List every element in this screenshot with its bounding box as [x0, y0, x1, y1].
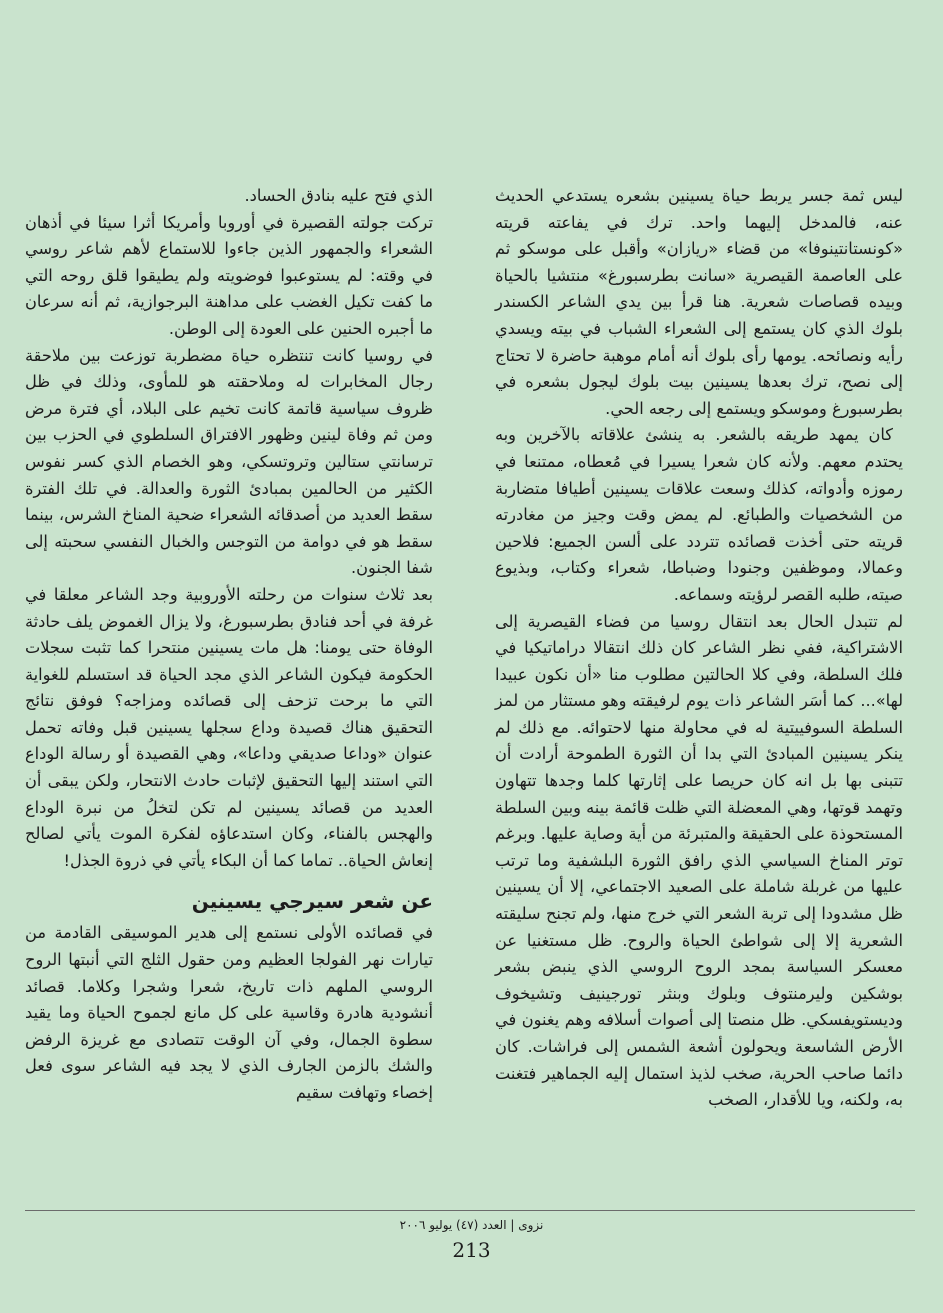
- paragraph: لم تتبدل الحال بعد انتقال روسيا من فضاء القيصرية إلى الاشتراكية، ففي نظر الشاعر كان ذلك انتقالا دراماتيكيا في فلك السلطة، وفي كلا الحالتين مطلوب منا «أن نكون عبيدا لها»... كما أسَر الشاعر ذات يوم لرفيقته وهو مستثار من لمز السلطة السوفييتية له في محاولة منها لاحتوائه. مع ذلك لم ينكر يسينين المبادئ التي بدا أن الثورة الطموحة أرادت أن تتبنى بها بل انه كان حريصا على إثارتها كلما وجدها تتهاون وتهمد قوتها، وهي المعضلة التي ظلت قائمة بينه وبين السلطة المستحوذة على الحقيقة والمتبرئة من أية وصاية عليها. وبرغم توتر المناخ السياسي الذي رافق الثورة البلشفية وما ترتب عليها من غربلة شاملة على الصعيد الاجتماعي، إلا أن يسينين ظل مشدودا إلى تربة الشعر التي خرج منها، ولم تجنح سليقته الشعرية إلا إلى شواطئ الحياة والروح. ظل مستغنيا عن معسكر السياسة بمجد الروح الروسي الذي ينبض بشعر بوشكين وليرمنتوف وبلوك وبنثر تورجينيف وتشيخوف وديستويفسكي. ظل منصتا إلى أصوات أسلافه وهم يغنون في الأرض الشاسعة ويحولون أشعة الشمس إلى فراشات. كان دائما صاحب الحرية، صخب لذيذ استمال إليه الجماهير فتغنت به، ولكنه، ويا للأقدار، الصخب: [495, 611, 903, 1110]
- paragraph: الذي فتح عليه بنادق الحساد.: [244, 186, 433, 205]
- paragraph: تركت جولته القصيرة في أوروبا وأمريكا أثرا سيئا في أذهان الشعراء والجمهور الذين جاءوا للاستماع لأهم شاعر روسي في وقته: لم يستوعبوا فوضويته ولم يطيقوا قلق روحه التي ما كفت تكيل الغضب على مداهنة البرجوازية، ثم أنه سرعان ما أجبره الحنين على العودة إلى الوطن.: [25, 212, 433, 338]
- paragraph: بعد ثلاث سنوات من رحلته الأوروبية وجد الشاعر معلقا في غرفة في أحد فنادق بطرسبورغ، ولا يزال الغموض يلف حادثة الوفاة حتى يومنا: هل مات يسينين منتحرا كما تثبت سجلات الحكومة فيكون الشاعر الذي مجد الحياة قد استسلم للغواية التي ما برحت تزحف إلى قصائده ومزاجه؟ فوفق نتائج التحقيق هناك قصيدة وداع سجلها يسينين قبل وفاته تحمل عنوان «وداعا صديقي وداعا»، وهي القصيدة أو رسالة الوداع التي استند إليها التحقيق لإثبات حادث الانتحار، ولكن يبقى أن العديد من قصائد يسينين لم تكن لتخلُ من نبرة الوداع والهجس بالفناء، وكان استدعاؤه لفكرة الموت يأتي لصالح إنعاش الحياة.. تماما كما أن البكاء يأتي في ذروة الجذل!: [25, 584, 433, 870]
- paragraph: في قصائده الأولى نستمع إلى هدير الموسيقى القادمة من تيارات نهر الفولجا العظيم ومن حقول الثلج التي أنبتها الروح الروسي الملهم ذات تاريخ، شعرا وشجرا وكلاما. قصائد أنشودية هادرة وقاسية على كل مانع لجموح الحياة وما يقيد سطوة الجمال، وفي آن الوقت تتصادى مع غريزة الرفض والشك بالزمن الجارف الذي لا يجد فيه الشاعر سوى فعل إخصاء وتهافت سقيم: [25, 923, 433, 1102]
- paragraph: كان يمهد طريقه بالشعر. به ينشئ علاقاته بالآخرين وبه يحتدم معهم. ولأنه كان شعرا يسيرا في مُعطاه، ممتنعا في رموزه وأدواته، كذلك وسعت علاقات يسينين أطيافا متضاربة من الشخصيات والطبائع. لم يمض وقت وجيز من مغادرته قريته حتى أخذت قصائده تتردد على ألسن الجميع: فلاحين وعمالا، وموظفين وجنودا وضباطا، شعراء وكتاب، وبذيوع صيته، طلبه القصر لرؤيته وسماعه.: [495, 425, 903, 604]
- footer-divider: [25, 1210, 915, 1211]
- section-heading: عن شعر سيرجي يسينين: [191, 889, 433, 914]
- page-number: 213: [452, 1238, 491, 1262]
- right-column: [495, 183, 903, 1114]
- footer-issue-info: نزوى | العدد (٤٧) يوليو ٢٠٠٦: [399, 1218, 544, 1232]
- paragraph: في روسيا كانت تنتظره حياة مضطربة توزعت بين ملاحقة رجال المخابرات له وملاحقته هو للمأوى، وذلك في ظل ظروف سياسية قاتمة كانت تخيم على البلاد، أي فترة مرض ومن ثم وفاة لينين وظهور الافتراق السلطوي في الحزب بين ترسانتي ستالين وتروتسكي، وهو الخصام الذي كسر نفوس الكثير من الحالمين بمبادئ الثورة والعدالة. في تلك الفترة سقط العديد من أصدقائه الشعراء ضحية المناخ الشرس، بينما سقط هو في دوامة من التوجس والخبال النفسي سحبته إلى شفا الجنون.: [25, 345, 433, 578]
- left-column: [25, 183, 433, 1107]
- paragraph: ليس ثمة جسر يربط حياة يسينين بشعره يستدعي الحديث عنه، فالمدخل إليهما واحد. ترك في يفاعته قريته «كونستانتينوفا» من قضاء «ريازان» وأقبل على موسكو ثم على العاصمة القيصرية «سانت بطرسبورغ» منتشيا بالحياة وبيده قصاصات شعرية. هنا قرأ بين يدي الشاعر الكسندر بلوك الذي كان يستمع إلى الشعراء الشباب في بيته ويسدي رأيه ونصائحه. يومها رأى بلوك أنه أمام موهبة حاضرة لا تحتاج إلى نصح، ترك بعدها يسينين بيت بلوك ليجول بشعره في بطرسبورغ وموسكو ويستمع إلى رجعه الحي.: [495, 186, 903, 418]
